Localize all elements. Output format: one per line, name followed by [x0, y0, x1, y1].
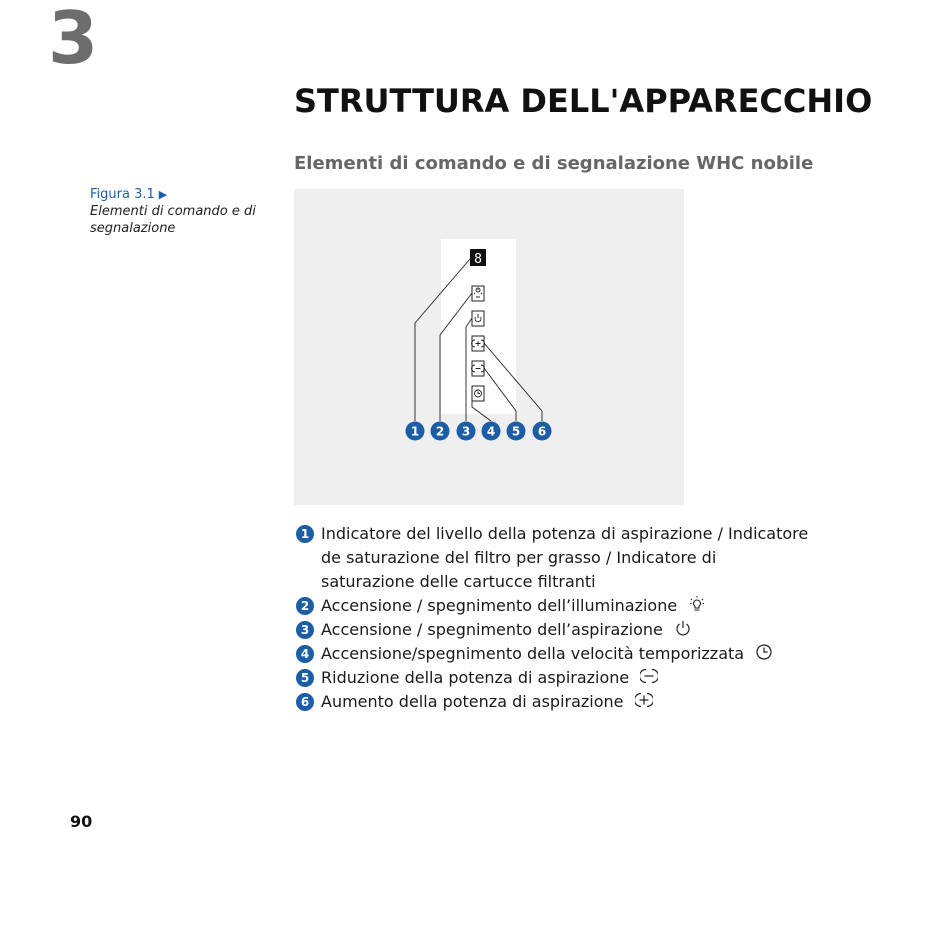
- control-panel-diagram: [294, 189, 684, 505]
- number-badge: 3: [296, 621, 314, 639]
- power-icon: [674, 619, 692, 637]
- chapter-number: 3: [48, 0, 99, 80]
- legend-text: Riduzione della potenza di aspirazione: [321, 668, 630, 687]
- callout-3: 3: [461, 424, 471, 439]
- legend-text: Indicatore del livello della potenza di aspirazione / Indicatore de saturazione del filtro per grasso / Indicatore di saturazione delle cartucce filtranti: [321, 524, 809, 591]
- callout-2: 2: [435, 424, 445, 439]
- figure-label: Figura 3.1: [90, 187, 155, 202]
- control-panel-figure: [294, 189, 684, 505]
- callout-5: 5: [511, 424, 521, 439]
- legend-item: [294, 642, 814, 666]
- number-badge: 4: [296, 645, 314, 663]
- legend-list: [294, 522, 814, 714]
- page-title: STRUTTURA DELL'APPARECCHIO: [294, 82, 873, 120]
- callout-6: 6: [537, 424, 547, 439]
- power-button: [472, 311, 484, 326]
- legend-item: [294, 690, 814, 714]
- minus-fan-icon: [640, 667, 658, 685]
- section-subtitle: Elementi di comando e di segnalazione WHC nobile: [294, 153, 814, 174]
- figure-caption: [90, 186, 270, 237]
- legend-text: Accensione / spegnimento dell’illuminazione: [321, 596, 678, 615]
- page-number: 90: [70, 812, 93, 831]
- clock-icon: [755, 643, 773, 661]
- legend-item: [294, 666, 814, 690]
- callout-1: 1: [410, 424, 420, 439]
- legend-text: Accensione / spegnimento dell’aspirazione: [321, 620, 663, 639]
- triangle-right-icon: ▶: [158, 188, 168, 201]
- legend-item: [294, 594, 814, 618]
- number-badge: 2: [296, 597, 314, 615]
- display-digit: 8: [474, 252, 482, 267]
- plus-fan-icon: [635, 691, 653, 709]
- legend-item: [294, 522, 814, 594]
- light-icon: [688, 595, 706, 613]
- figure-description: Elementi di comando e di segnalazione: [90, 204, 256, 236]
- callout-4: 4: [486, 424, 496, 439]
- legend-text: Aumento della potenza di aspirazione: [321, 692, 624, 711]
- number-badge: 6: [296, 693, 314, 711]
- legend-text: Accensione/spegnimento della velocità temporizzata: [321, 644, 745, 663]
- number-badge: 1: [296, 525, 314, 543]
- legend-item: [294, 618, 814, 642]
- number-badge: 5: [296, 669, 314, 687]
